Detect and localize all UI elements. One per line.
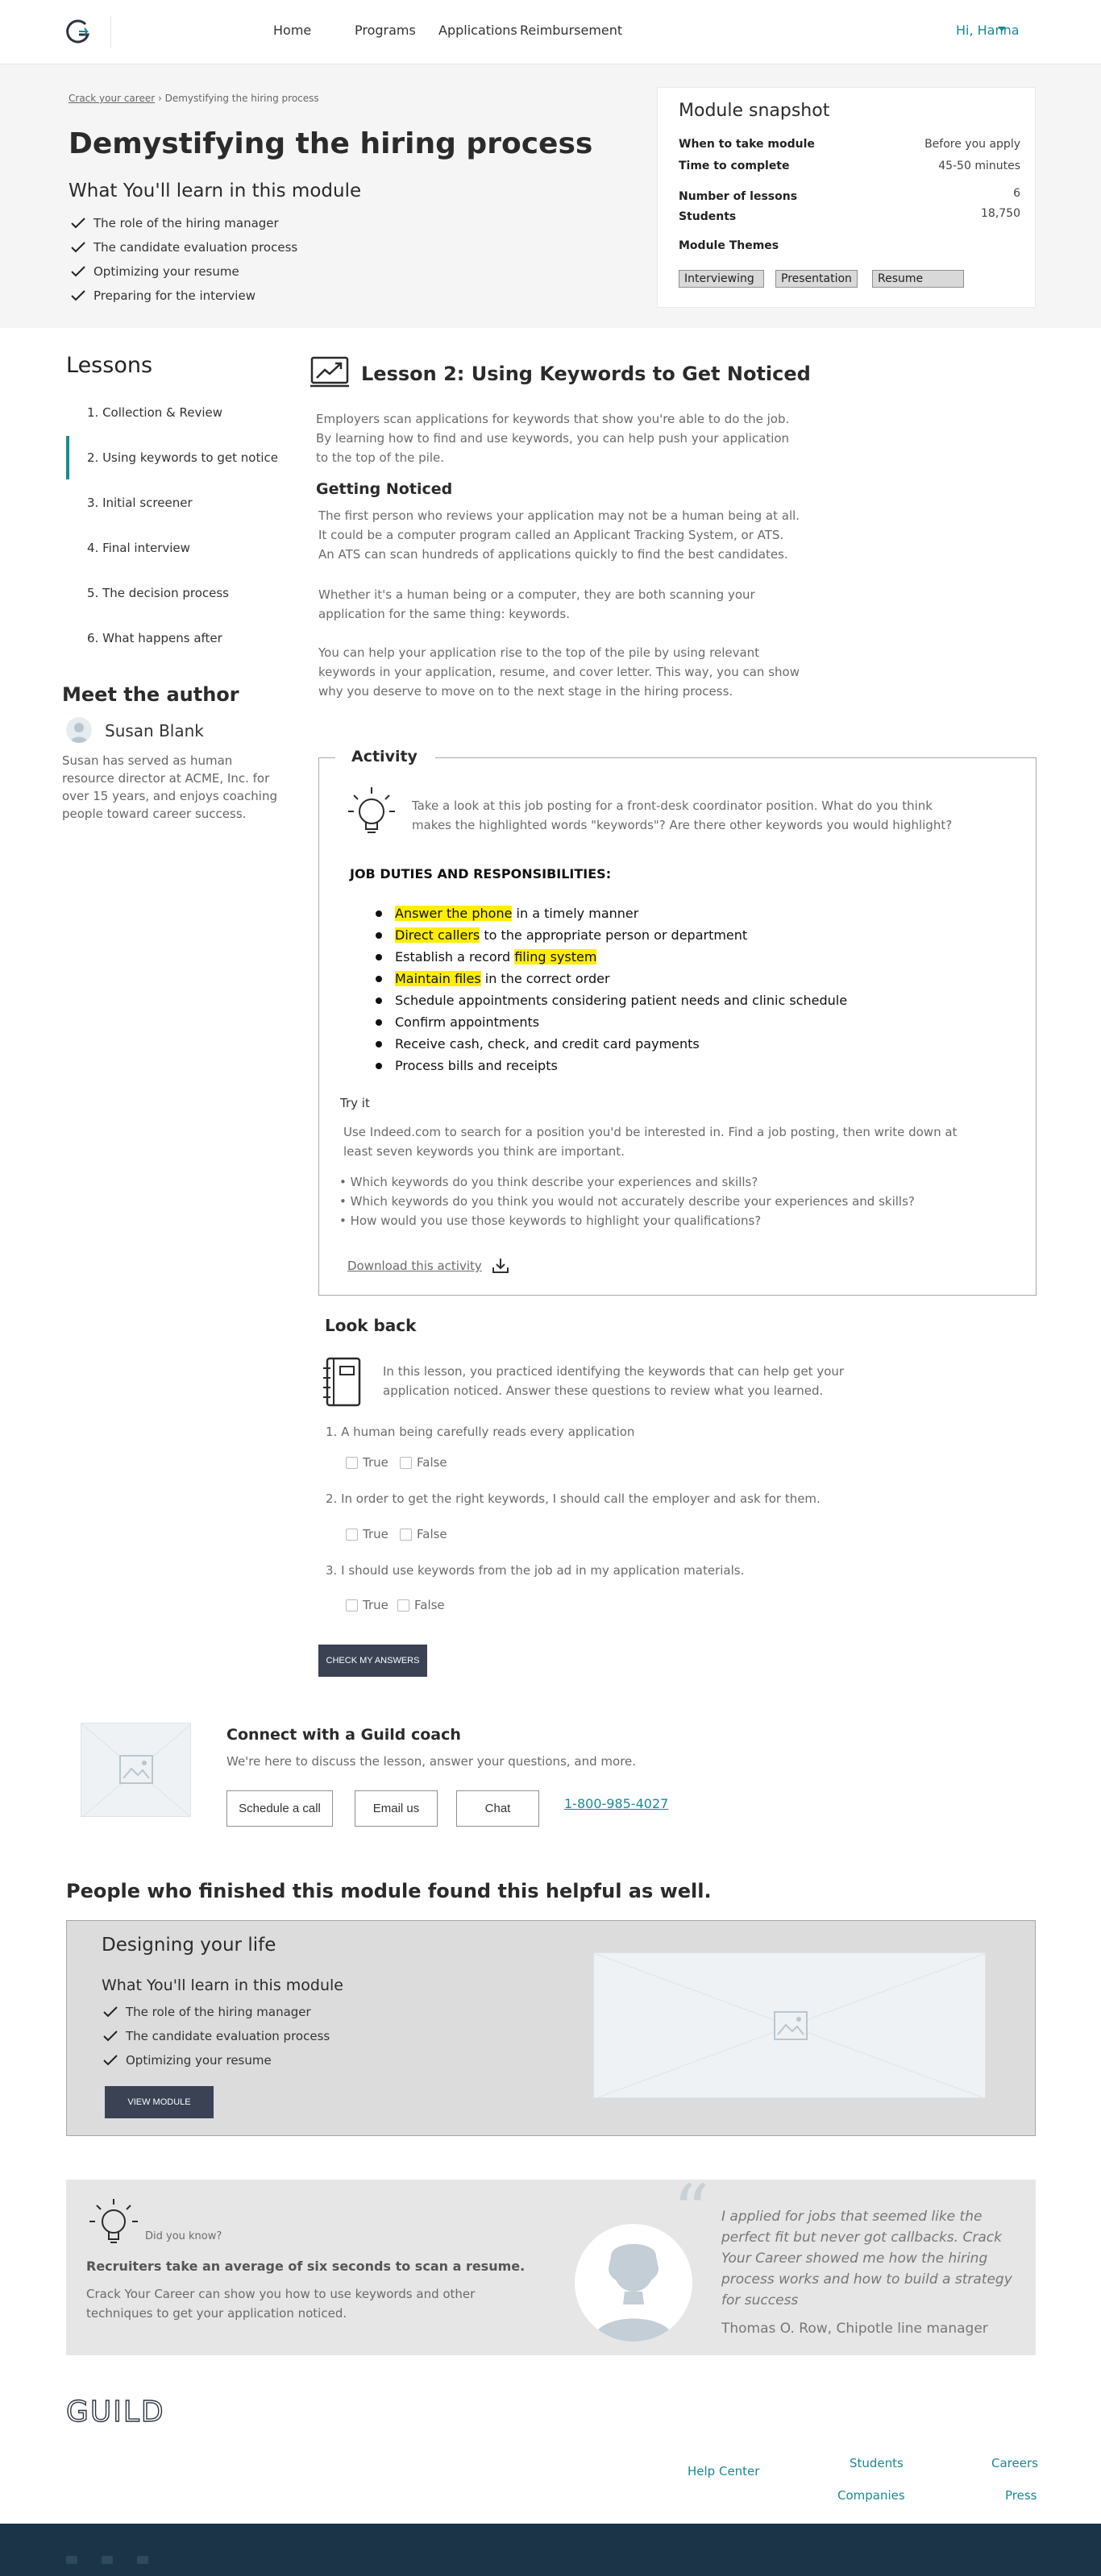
try-question: • Which keywords do you think describe your experiences and skills? xyxy=(339,1175,758,1189)
lesson-nav-item[interactable]: 5. The decision process xyxy=(87,586,229,600)
card-learn-list xyxy=(103,2000,330,2072)
did-you-know-label: Did you know? xyxy=(145,2230,222,2242)
try-question: • Which keywords do you think you would not accurately describe your experiences and skills? xyxy=(339,1194,915,1209)
linkedin-icon[interactable] xyxy=(137,2556,148,2564)
answer-false-option[interactable]: False xyxy=(400,1455,447,1470)
list-item xyxy=(71,259,297,284)
checkmark-icon xyxy=(71,218,85,229)
try-it-heading: Try it xyxy=(340,1096,370,1110)
list-item xyxy=(71,211,297,235)
footer-students-link[interactable]: Students xyxy=(850,2456,904,2470)
try-it-text: Use Indeed.com to search for a position you'd be interested in. Find a job posting, then write down at least seven keywords you think are important. xyxy=(343,1125,958,1159)
author-name: Susan Blank xyxy=(105,721,204,740)
footer-companies-link[interactable]: Companies xyxy=(837,2488,905,2503)
duties-list xyxy=(376,906,847,1080)
guild-logo-icon[interactable] xyxy=(63,18,95,45)
keyword-highlight: Direct callers xyxy=(395,927,480,943)
snapshot-key: Students xyxy=(679,210,737,223)
top-nav xyxy=(0,0,1101,64)
answer-false-option[interactable]: False xyxy=(400,1527,447,1541)
quiz-question: 1. A human being carefully reads every application xyxy=(326,1425,635,1439)
did-you-know-heading: Recruiters take an average of six seconds to scan a resume. xyxy=(86,2259,526,2274)
author-heading: Meet the author xyxy=(62,683,239,706)
author-bio: Susan has served as human resource director at ACME, Inc. for over 15 years, and enjoys coaching people toward career success. xyxy=(62,753,277,821)
theme-chip[interactable]: Interviewing xyxy=(679,270,764,288)
email-us-button[interactable]: Email us xyxy=(355,1790,438,1827)
quiz-question: 2. In order to get the right keywords, I should call the employer and ask for them. xyxy=(326,1491,821,1506)
theme-chip[interactable]: Resume xyxy=(872,270,964,288)
module-snapshot-card xyxy=(657,87,1036,308)
image-placeholder xyxy=(81,1723,191,1817)
check-answers-button[interactable]: CHECK MY ANSWERS xyxy=(318,1645,427,1677)
breadcrumb xyxy=(69,93,319,104)
download-icon xyxy=(492,1258,509,1274)
guild-wordmark-logo[interactable] xyxy=(66,2397,171,2425)
list-item xyxy=(71,284,297,308)
lesson-nav-item[interactable]: 4. Final interview xyxy=(87,541,190,555)
lesson-paragraph: Whether it's a human being or a computer, they are both scanning your application for the same thing: keywords. xyxy=(318,587,755,621)
image-placeholder xyxy=(593,1952,986,2098)
checkmark-icon xyxy=(71,290,85,301)
lesson-title: Lesson 2: Using Keywords to Get Noticed xyxy=(361,363,811,385)
coach-phone-link[interactable]: 1-800-985-4027 xyxy=(564,1796,669,1811)
list-item: The role of the hiring manager xyxy=(103,2000,330,2024)
chevron-right-icon: › xyxy=(157,93,165,104)
snapshot-value: 6 xyxy=(1013,187,1020,200)
keyword-highlight: Maintain files xyxy=(395,971,481,986)
learn-heading: What You'll learn in this module xyxy=(69,180,362,201)
nav-home[interactable]: Home xyxy=(273,23,312,38)
snapshot-row xyxy=(679,160,1020,172)
recommendations-heading: People who finished this module found this helpful as well. xyxy=(66,1880,712,1902)
list-item: Confirm appointments xyxy=(376,1014,847,1036)
lesson-nav-item[interactable]: 3. Initial screener xyxy=(87,496,193,510)
list-item: Maintain files in the correct order xyxy=(376,971,847,993)
lightbulb-icon xyxy=(347,786,397,842)
snapshot-value: 18,750 xyxy=(981,207,1020,220)
snapshot-key: Number of lessons xyxy=(679,190,798,203)
list-item: Receive cash, check, and credit card payments xyxy=(376,1036,847,1058)
snapshot-value: Before you apply xyxy=(924,138,1020,151)
download-activity-link[interactable] xyxy=(347,1258,509,1274)
lessons-heading: Lessons xyxy=(66,353,153,378)
breadcrumb-current: Demystifying the hiring process xyxy=(164,93,319,104)
lesson-nav-item[interactable]: 6. What happens after xyxy=(87,631,222,645)
schedule-call-button[interactable]: Schedule a call xyxy=(226,1790,333,1827)
snapshot-key: When to take module xyxy=(679,138,815,151)
snapshot-key: Time to complete xyxy=(679,160,790,172)
footer-help-center-link[interactable]: Help Center xyxy=(688,2464,760,2479)
card-learn-heading: What You'll learn in this module xyxy=(102,1977,343,1994)
checkbox[interactable] xyxy=(346,1529,358,1541)
answer-false-option[interactable]: False xyxy=(397,1598,445,1612)
coach-text: We're here to discuss the lesson, answer your questions, and more. xyxy=(226,1754,637,1769)
card-title: Designing your life xyxy=(102,1935,276,1956)
list-item xyxy=(71,235,297,259)
svg-text:GUILD: GUILD xyxy=(66,2397,165,2425)
list-item: The candidate evaluation process xyxy=(103,2024,330,2048)
activity-label: Activity xyxy=(335,748,435,765)
snapshot-value: 45-50 minutes xyxy=(938,160,1020,172)
lesson-nav-item[interactable]: 1. Collection & Review xyxy=(87,405,223,420)
list-item: Optimizing your resume xyxy=(103,2048,330,2072)
lesson-paragraph: You can help your application rise to the top of the pile by using relevant keywords in your application, resume, and cover letter. This way, you can show why you deserve to move on to the next stage in the hiring process. xyxy=(318,645,800,699)
footer-bar xyxy=(0,2524,1101,2576)
lesson-intro: Employers scan applications for keywords that show you're able to do the job. By learning how to find and use keywords, you can help push your application to the top of the pile. xyxy=(316,412,790,465)
checkbox[interactable] xyxy=(400,1529,412,1541)
answer-true-option[interactable]: True xyxy=(346,1598,388,1612)
lookback-text: In this lesson, you practiced identifying the keywords that can help get your application noticed. Answer these questions to review what you learned. xyxy=(383,1364,845,1398)
testimonial-attribution: Thomas O. Row, Chipotle line manager xyxy=(721,2321,988,2337)
list-item: Answer the phone in a timely manner xyxy=(376,906,847,927)
chat-button[interactable]: Chat xyxy=(456,1790,539,1827)
nav-applications[interactable]: Applications xyxy=(438,23,517,38)
keyword-highlight: filing system xyxy=(514,949,597,964)
did-you-know-text: Crack Your Career can show you how to use keywords and other techniques to get your application noticed. xyxy=(86,2287,476,2321)
download-label: Download this activity xyxy=(347,1259,482,1273)
nav-programs[interactable]: Programs xyxy=(355,23,416,38)
checkmark-icon xyxy=(71,266,85,277)
notebook-icon xyxy=(321,1357,364,1407)
list-item: Schedule appointments considering patient needs and clinic schedule xyxy=(376,993,847,1014)
user-menu[interactable]: Hi, Hanna xyxy=(956,23,1020,38)
nav-reimbursement[interactable]: Reimbursement xyxy=(520,23,623,38)
list-item: Process bills and receipts xyxy=(376,1058,847,1080)
snapshot-row xyxy=(679,138,1020,151)
nav-divider xyxy=(110,16,111,48)
activity-prompt: Take a look at this job posting for a front-desk coordinator position. What do you think makes the highlighted words "keywords"? Are there other keywords you would highlight? xyxy=(412,799,953,832)
coach-heading: Connect with a Guild coach xyxy=(226,1726,461,1744)
lightbulb-icon xyxy=(87,2197,140,2252)
keyword-highlight: Answer the phone xyxy=(395,906,513,921)
twitter-icon[interactable] xyxy=(102,2556,113,2564)
checkbox[interactable] xyxy=(346,1457,358,1469)
testimonial-quote: I applied for jobs that seemed like the perfect fit but never got callbacks. Crack Your Career showed me how the hiring process works and how to build a strategy for success xyxy=(721,2209,1012,2308)
quote-icon: “ xyxy=(673,2169,709,2252)
footer-careers-link[interactable]: Careers xyxy=(991,2456,1038,2470)
list-item: Establish a record filing system xyxy=(376,949,847,971)
checkbox[interactable] xyxy=(400,1457,412,1469)
checkbox[interactable] xyxy=(346,1599,358,1612)
section-heading: Getting Noticed xyxy=(316,480,453,498)
answer-true-option[interactable]: True xyxy=(346,1455,388,1470)
answer-true-option[interactable]: True xyxy=(346,1527,388,1541)
checkmark-icon xyxy=(71,242,85,253)
page-title: Demystifying the hiring process xyxy=(69,127,593,160)
lookback-heading: Look back xyxy=(325,1316,417,1335)
duties-heading: JOB DUTIES AND RESPONSIBILITIES: xyxy=(350,866,612,881)
view-module-button[interactable]: VIEW MODULE xyxy=(105,2086,214,2118)
quiz-question: 3. I should use keywords from the job ad in my application materials. xyxy=(326,1563,745,1578)
breadcrumb-parent[interactable]: Crack your career xyxy=(69,93,156,104)
learn-item-text: The role of the hiring manager xyxy=(93,216,279,230)
checkmark-icon xyxy=(103,2055,118,2066)
learn-list xyxy=(71,211,297,308)
person-icon xyxy=(66,717,92,743)
facebook-icon[interactable] xyxy=(66,2556,77,2564)
list-item: Direct callers to the appropriate person or department xyxy=(376,927,847,949)
checkmark-icon xyxy=(103,2031,118,2042)
checkbox[interactable] xyxy=(397,1599,409,1612)
snapshot-themes-label: Module Themes xyxy=(679,239,779,252)
lesson-paragraph: The first person who reviews your application may not be a human being at all. It could be a computer program called an Applicant Tracking System, or ATS. An ATS can scan hundreds of applications quickly to find the best candidates. xyxy=(318,508,800,562)
try-question: • How would you use those keywords to highlight your qualifications? xyxy=(339,1213,762,1228)
image-icon xyxy=(81,1724,191,1817)
chevron-down-icon[interactable] xyxy=(998,27,1006,31)
learn-item-text: Preparing for the interview xyxy=(93,288,256,303)
chart-trend-icon xyxy=(310,356,349,388)
footer-press-link[interactable]: Press xyxy=(1005,2488,1037,2503)
snapshot-row xyxy=(679,207,1020,223)
snapshot-row xyxy=(679,187,1020,203)
learn-item-text: The candidate evaluation process xyxy=(93,240,298,255)
avatar xyxy=(66,717,92,743)
checkmark-icon xyxy=(103,2006,118,2018)
snapshot-title: Module snapshot xyxy=(679,101,830,121)
image-icon xyxy=(594,1953,986,2098)
learn-item-text: Optimizing your resume xyxy=(93,264,239,279)
theme-chip[interactable]: Presentation xyxy=(775,270,858,288)
lesson-nav-item-active[interactable]: 2. Using keywords to get notice xyxy=(66,436,284,479)
